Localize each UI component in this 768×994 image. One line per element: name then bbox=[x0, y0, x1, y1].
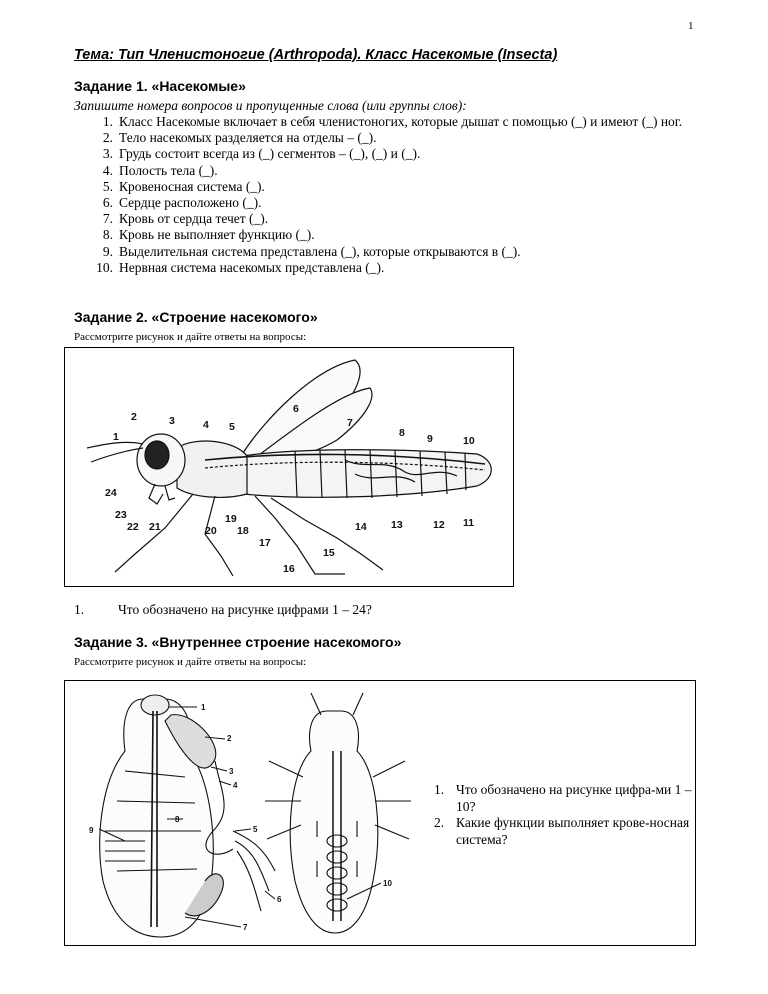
figure-label: 7 bbox=[243, 923, 248, 932]
figure-label: 1 bbox=[113, 431, 119, 443]
figure-label: 15 bbox=[323, 547, 335, 559]
figure-label: 10 bbox=[383, 879, 392, 888]
list-item: 10. Нервная система насекомых представлена (_). bbox=[96, 259, 385, 275]
page-number: 1 bbox=[688, 20, 694, 32]
figure-label: 3 bbox=[229, 767, 234, 776]
list-item: 6. Сердце расположено (_). bbox=[102, 195, 262, 211]
figure-label: 8 bbox=[399, 427, 405, 439]
task1-question-list bbox=[74, 114, 698, 276]
figure-label: 23 bbox=[115, 509, 127, 521]
list-item: 7. Кровь от сердца течет (_). bbox=[102, 211, 269, 227]
figure-label: 11 bbox=[463, 517, 475, 529]
figure-label: 12 bbox=[433, 519, 445, 531]
figure-label: 5 bbox=[229, 421, 235, 433]
list-item: 2. Какие функции выполняет крове-носная система? bbox=[434, 815, 690, 847]
figure-label: 21 bbox=[149, 521, 161, 533]
figure-label: 22 bbox=[127, 521, 139, 533]
figure-label: 24 bbox=[105, 487, 117, 499]
list-item: 2. Тело насекомых разделяется на отделы – (_). bbox=[102, 130, 377, 146]
figure-label: 19 bbox=[225, 513, 237, 525]
figure-label: 6 bbox=[277, 895, 282, 904]
figure-label: 10 bbox=[463, 435, 475, 447]
task3-title: Задание 3. «Внутреннее строение насекомого» bbox=[74, 634, 402, 650]
insect-external-figure bbox=[64, 347, 514, 587]
figure-label: 8 bbox=[175, 815, 180, 824]
insect-internal-drawing bbox=[65, 681, 425, 945]
figure-label: 3 bbox=[169, 415, 175, 427]
figure-label: 5 bbox=[253, 825, 258, 834]
task3-questions bbox=[434, 782, 706, 848]
list-item: 5. Кровеносная система (_). bbox=[102, 178, 265, 194]
figure-label: 18 bbox=[237, 525, 249, 537]
list-item: 1. Класс Насекомые включает в себя членистоногих, которые дышат с помощью (_) и имеют (_) ног. bbox=[102, 114, 683, 129]
list-item: 1. Что обозначено на рисунке цифра-ми 1 – 10? bbox=[434, 782, 692, 814]
list-item: 9. Выделительная система представлена (_), которые открываются в (_). bbox=[102, 243, 521, 259]
list-item: 4. Полость тела (_). bbox=[102, 162, 218, 178]
task1-instruction: Запишите номера вопросов и пропущенные слова (или группы слов): bbox=[74, 98, 467, 113]
figure-label: 6 bbox=[293, 403, 299, 415]
figure-label: 14 bbox=[355, 521, 367, 533]
task2-instruction: Рассмотрите рисунок и дайте ответы на вопросы: bbox=[74, 331, 307, 343]
list-item: 8. Кровь не выполняет функцию (_). bbox=[102, 227, 315, 243]
figure-label: 9 bbox=[89, 826, 94, 835]
figure-label: 17 bbox=[259, 537, 271, 549]
page-title: Тема: Тип Членистоногие (Arthropoda). Класс Насекомые (Insecta) bbox=[74, 47, 558, 63]
figure-label: 20 bbox=[205, 525, 217, 537]
task1-title: Задание 1. «Насекомые» bbox=[74, 78, 246, 94]
figure-label: 9 bbox=[427, 433, 433, 445]
figure-label: 7 bbox=[347, 417, 353, 429]
task2-question: 1. Что обозначено на рисунке цифрами 1 – 24? bbox=[74, 602, 372, 617]
figure-label: 2 bbox=[131, 411, 137, 423]
figure-label: 1 bbox=[201, 703, 206, 712]
figure-label: 13 bbox=[391, 519, 403, 531]
figure-label: 4 bbox=[233, 781, 238, 790]
task2-title: Задание 2. «Строение насекомого» bbox=[74, 309, 318, 325]
list-item: 3. Грудь состоит всегда из (_) сегментов – (_), (_) и (_). bbox=[102, 146, 421, 162]
figure-label: 16 bbox=[283, 563, 295, 575]
figure-label: 4 bbox=[203, 419, 209, 431]
insect-external-drawing bbox=[65, 348, 513, 586]
figure-label: 2 bbox=[227, 734, 232, 743]
task3-instruction: Рассмотрите рисунок и дайте ответы на вопросы: bbox=[74, 656, 307, 668]
